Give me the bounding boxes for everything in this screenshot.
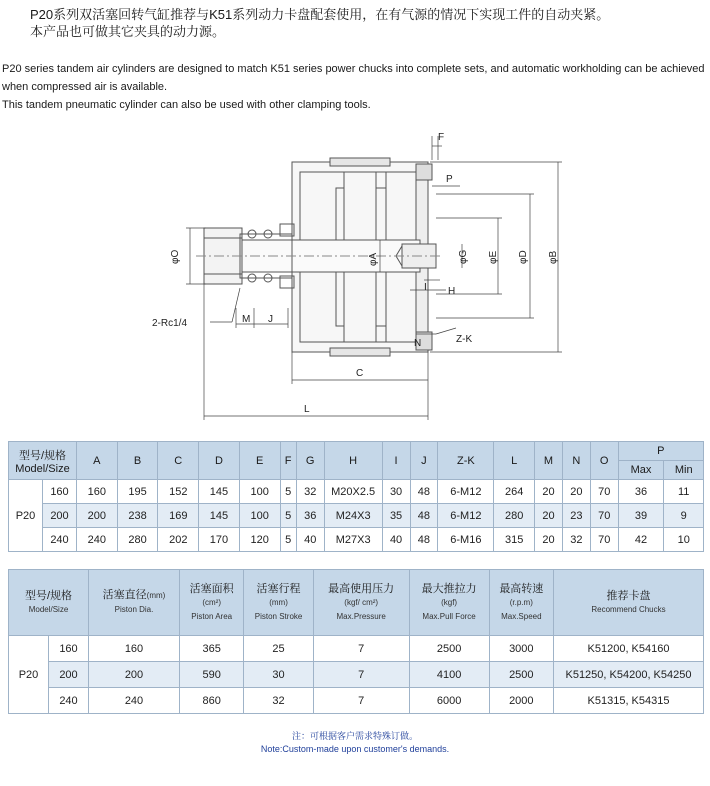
table-cell: 280: [494, 504, 535, 528]
table-cell: 202: [158, 528, 199, 552]
intro-en-line2: when compressed air is available.: [2, 81, 168, 93]
spec-header-unit: (kgf): [441, 597, 458, 607]
spec-header-unit: (kgf/ cm²): [344, 597, 379, 607]
table-cell: M27X3: [324, 528, 382, 552]
table-cell: 6-M12: [438, 504, 494, 528]
dim-label-phi-o: φO: [170, 249, 181, 264]
dim-label-z-k: Z-K: [456, 334, 473, 345]
table-cell: 2000: [489, 688, 553, 714]
table-cell: M20X2.5: [324, 480, 382, 504]
header-col: A: [77, 442, 118, 480]
model-cell: P20: [9, 480, 43, 552]
table-cell: 30: [244, 662, 313, 688]
table-cell: 240: [89, 688, 180, 714]
spec-header-en: Piston Dia.: [114, 605, 154, 614]
spec-header-zh: 最高转速: [499, 582, 544, 595]
table-row: [9, 504, 704, 528]
spec-header-recommend-chucks: [554, 570, 704, 636]
dim-label-port: 2-Rc1/4: [152, 318, 188, 329]
dim-label-i: I: [424, 282, 427, 293]
table-cell: 7: [313, 662, 409, 688]
spec-table-header: [9, 570, 704, 636]
header-col: B: [117, 442, 158, 480]
spec-header-en: Piston Area: [191, 611, 233, 621]
table-cell: 315: [494, 528, 535, 552]
spec-header-zh: 活塞面积: [189, 582, 234, 595]
dim-label-phi-g: φG: [458, 249, 469, 264]
size-cell: 160: [43, 480, 77, 504]
dim-label-j: J: [268, 314, 273, 325]
dim-label-l: L: [304, 404, 310, 415]
size-cell: 200: [49, 662, 89, 688]
dim-label-p: P: [446, 174, 453, 185]
table-cell: 6000: [409, 688, 489, 714]
table-cell: 5: [280, 504, 296, 528]
table-cell: 170: [199, 528, 240, 552]
spec-header-en: Max.Pull Force: [422, 611, 476, 621]
table-cell: 42: [618, 528, 664, 552]
spec-header-unit: (mm): [146, 591, 166, 600]
table-cell: 36: [618, 480, 664, 504]
table-cell: 5: [280, 480, 296, 504]
header-col: E: [239, 442, 280, 480]
intro-en: [2, 60, 708, 114]
header-model-zh: 型号/规格: [18, 449, 67, 462]
table-cell: 169: [158, 504, 199, 528]
table-cell: 145: [199, 480, 240, 504]
table-cell: 48: [410, 504, 438, 528]
spec-header-piston-area: [180, 570, 244, 636]
table-cell: 23: [562, 504, 590, 528]
table-cell: 145: [199, 504, 240, 528]
dim-label-n: N: [414, 338, 422, 349]
table-cell: 70: [590, 528, 618, 552]
header-col: C: [158, 442, 199, 480]
header-col: F: [280, 442, 296, 480]
table-cell: K51315, K54315: [554, 688, 704, 714]
table-cell: 11: [664, 480, 704, 504]
intro-en-line3: This tandem pneumatic cylinder can also be used with other clamping tools.: [2, 99, 371, 111]
table-cell: 100: [239, 504, 280, 528]
table-cell: 70: [590, 504, 618, 528]
header-p-max: Max: [618, 461, 664, 480]
dim-label-h: H: [448, 286, 456, 297]
dimension-table: [8, 441, 704, 552]
dim-label-phi-b: φB: [548, 250, 559, 264]
table-cell: 10: [664, 528, 704, 552]
table-cell: 280: [117, 528, 158, 552]
spec-header-en: Recommend Chucks: [591, 604, 666, 614]
table-cell: 32: [562, 528, 590, 552]
table-cell: 264: [494, 480, 535, 504]
table-cell: 20: [535, 528, 563, 552]
table-cell: 35: [382, 504, 410, 528]
spec-header-piston-dia: [89, 570, 180, 636]
table-cell: 160: [89, 636, 180, 662]
spec-header-en: Piston Stroke: [254, 611, 303, 621]
table-cell: 365: [180, 636, 244, 662]
note-zh: 注：可根据客户需求特殊订做。: [291, 731, 418, 741]
spec-header-unit: (cm²): [202, 597, 221, 607]
table-cell: 7: [313, 688, 409, 714]
spec-header-en: Model/Size: [28, 604, 69, 614]
table-cell: 5: [280, 528, 296, 552]
table-cell: 152: [158, 480, 199, 504]
table-cell: 48: [410, 480, 438, 504]
table-cell: 160: [77, 480, 118, 504]
intro-zh-line2: 本产品也可做其它夹具的动力源。: [30, 24, 226, 39]
spec-header-zh: 最大推拉力: [421, 582, 477, 595]
table-cell: 195: [117, 480, 158, 504]
intro-zh: [30, 6, 609, 40]
table-cell: 40: [296, 528, 324, 552]
dim-label-phi-e: φE: [488, 250, 499, 264]
intro-zh-line1: P20系列双活塞回转气缸推荐与K51系列动力卡盘配套使用，在有气源的情况下实现工件的自动夹紧。: [30, 7, 610, 22]
table-cell: 48: [410, 528, 438, 552]
table-cell: 25: [244, 636, 313, 662]
table-row: [9, 636, 704, 662]
header-col: J: [410, 442, 438, 480]
spec-header-zh: 型号/规格: [24, 589, 73, 602]
table-cell: 4100: [409, 662, 489, 688]
spec-header-zh: 推荐卡盘: [606, 589, 651, 602]
table-row: [9, 688, 704, 714]
header-col: D: [199, 442, 240, 480]
table-cell: 120: [239, 528, 280, 552]
table-cell: 32: [296, 480, 324, 504]
table-cell: 200: [89, 662, 180, 688]
table-cell: 6-M12: [438, 480, 494, 504]
table-cell: 2500: [489, 662, 553, 688]
spec-header-en: Max.Pressure: [336, 611, 386, 621]
header-col: L: [494, 442, 535, 480]
table-cell: M24X3: [324, 504, 382, 528]
header-col: O: [590, 442, 618, 480]
table-cell: 2500: [409, 636, 489, 662]
header-model: [9, 442, 77, 480]
table-cell: 240: [77, 528, 118, 552]
header-col: H: [324, 442, 382, 480]
table-cell: 40: [382, 528, 410, 552]
dim-label-phi-d: φD: [518, 250, 529, 264]
spec-header-max-pull-force: [409, 570, 489, 636]
table-cell: 20: [562, 480, 590, 504]
table-cell: 9: [664, 504, 704, 528]
spec-header-zh: 活塞直径: [102, 589, 147, 601]
size-cell: 160: [49, 636, 89, 662]
header-col: G: [296, 442, 324, 480]
table-cell: K51250, K54200, K54250: [554, 662, 704, 688]
spec-header-piston-stroke: [244, 570, 313, 636]
spec-header-unit: (mm): [269, 597, 288, 607]
spec-header-model: [9, 570, 89, 636]
header-model-en: Model/Size: [15, 462, 70, 475]
table-cell: 30: [382, 480, 410, 504]
header-col: Z-K: [438, 442, 494, 480]
spec-header-en: Max.Speed: [501, 611, 542, 621]
dim-label-phi-a: φA: [368, 252, 379, 266]
spec-header-zh: 最高使用压力: [328, 582, 395, 595]
spec-table: [8, 569, 704, 714]
custom-note: [0, 730, 710, 756]
table-cell: 70: [590, 480, 618, 504]
table-cell: 7: [313, 636, 409, 662]
table-cell: 39: [618, 504, 664, 528]
header-col: M: [535, 442, 563, 480]
dimension-table-header: [9, 442, 704, 461]
table-cell: 3000: [489, 636, 553, 662]
size-cell: 240: [43, 528, 77, 552]
table-row: [9, 480, 704, 504]
table-cell: 36: [296, 504, 324, 528]
table-cell: 20: [535, 504, 563, 528]
dim-label-m: M: [242, 314, 251, 325]
table-cell: K51200, K54160: [554, 636, 704, 662]
spec-header-max-pressure: [313, 570, 409, 636]
cylinder-drawing: [140, 128, 570, 428]
size-cell: 200: [43, 504, 77, 528]
spec-header-unit: (r.p.m): [509, 597, 533, 607]
intro-en-line1: P20 series tandem air cylinders are designed to match K51 series power chucks into complete sets, and automatic workholding can be achieved: [2, 63, 705, 75]
note-en: Note:Custom-made upon customer's demands.: [260, 744, 450, 754]
dim-label-f: F: [438, 132, 445, 143]
spec-header-max-speed: [489, 570, 553, 636]
table-cell: 860: [180, 688, 244, 714]
table-cell: 100: [239, 480, 280, 504]
table-row: [9, 662, 704, 688]
table-cell: 20: [535, 480, 563, 504]
header-p-min: Min: [664, 461, 704, 480]
table-cell: 32: [244, 688, 313, 714]
dim-label-c: C: [356, 368, 364, 379]
table-cell: 590: [180, 662, 244, 688]
spec-header-zh: 活塞行程: [256, 582, 301, 595]
table-cell: 6-M16: [438, 528, 494, 552]
table-cell: 200: [77, 504, 118, 528]
header-col: N: [562, 442, 590, 480]
header-p: P: [618, 442, 703, 461]
model-cell: P20: [9, 636, 49, 714]
table-cell: 238: [117, 504, 158, 528]
size-cell: 240: [49, 688, 89, 714]
table-row: [9, 528, 704, 552]
header-col: I: [382, 442, 410, 480]
